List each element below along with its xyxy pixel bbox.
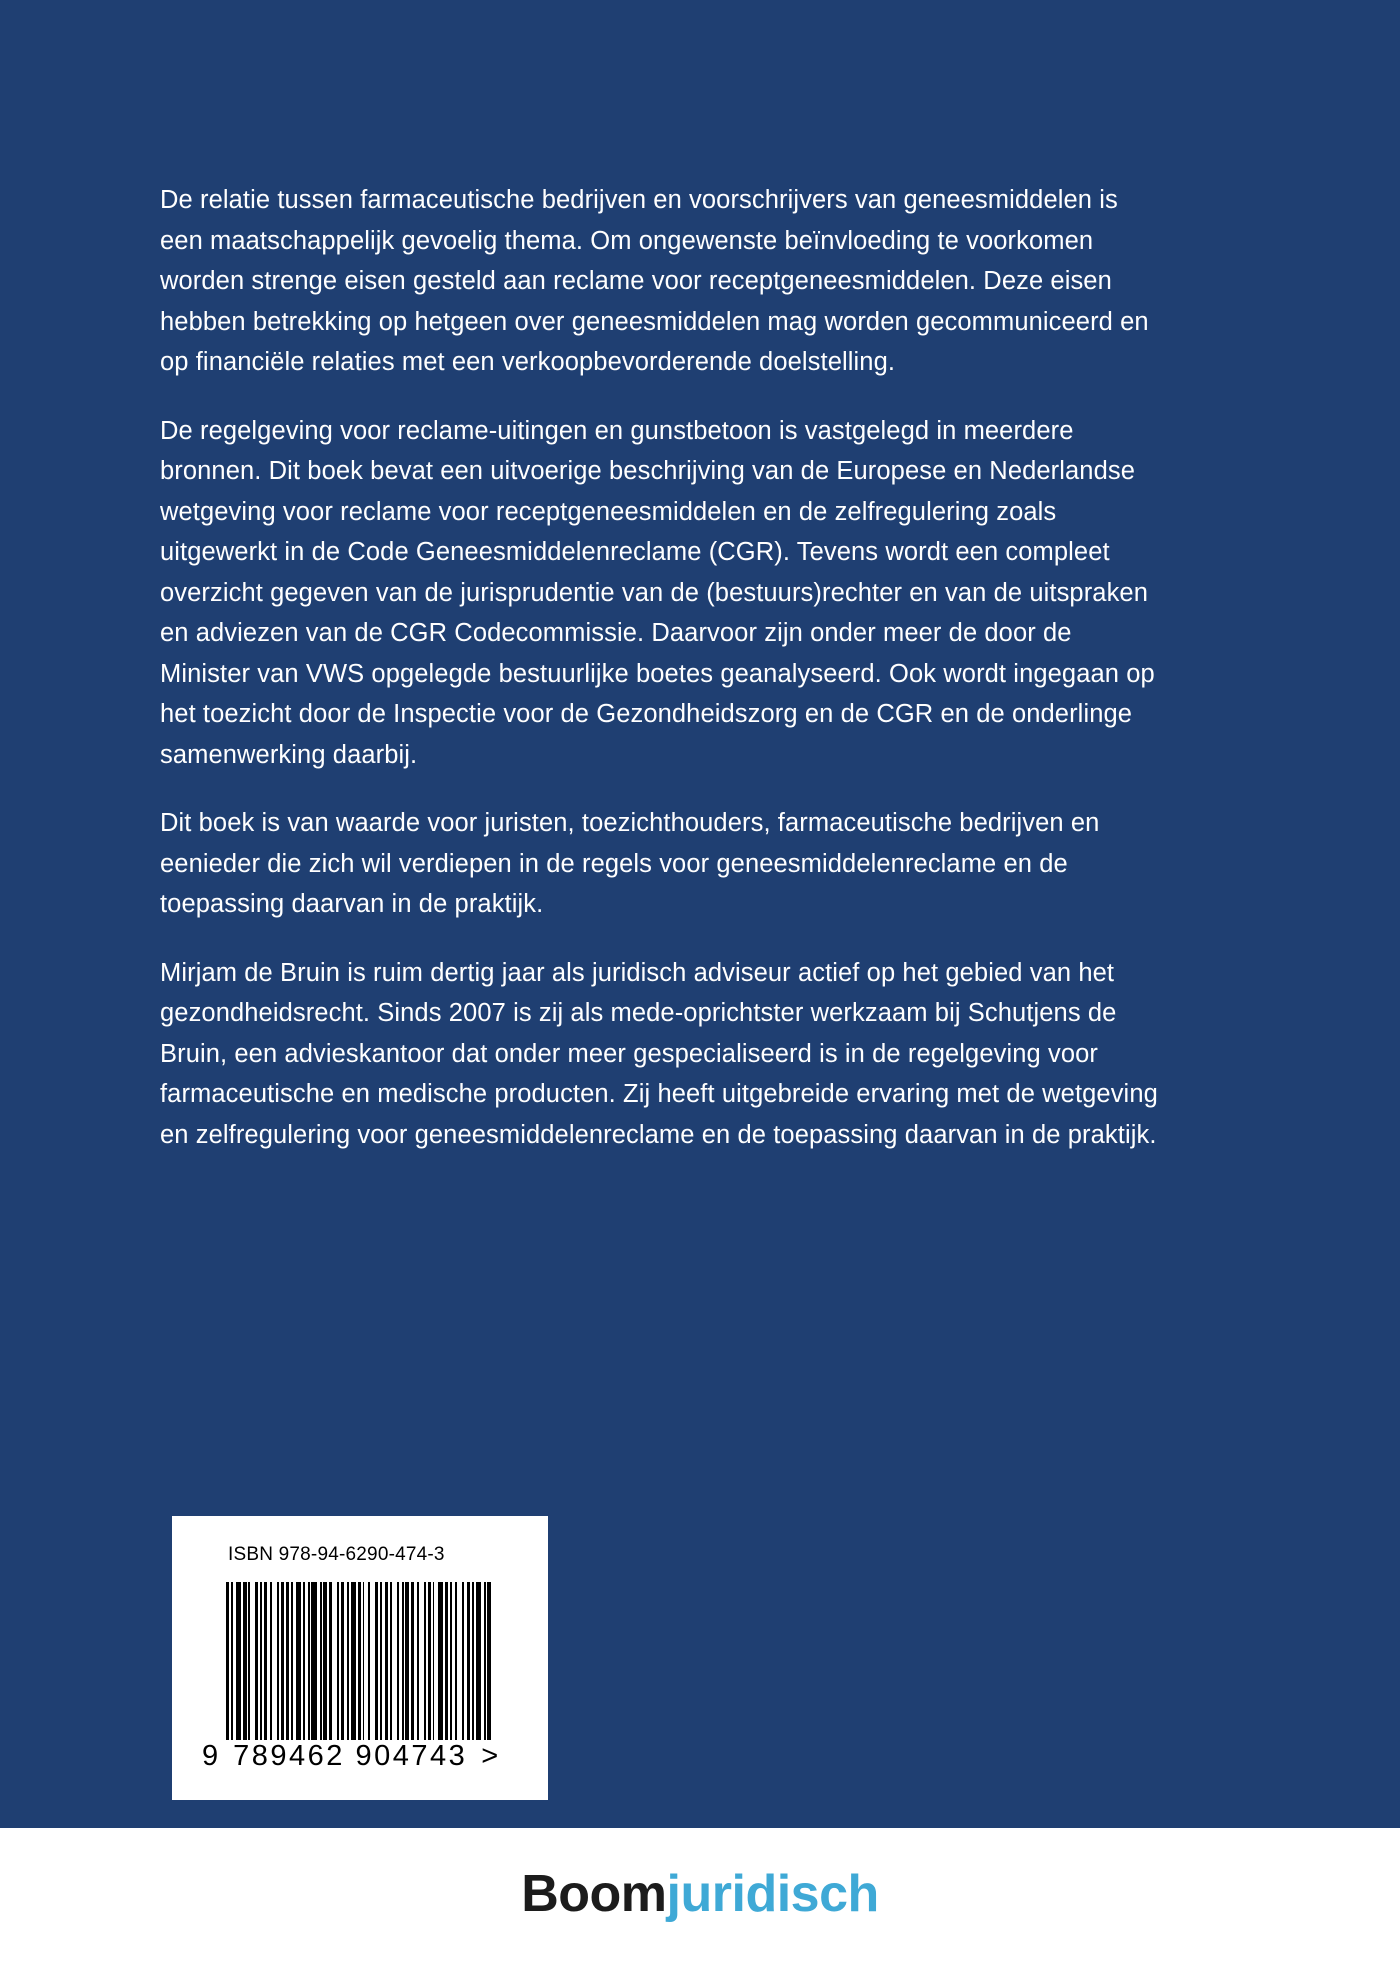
publisher-name-secondary: juridisch xyxy=(666,1865,879,1923)
blurb-paragraph: De regelgeving voor reclame-uitingen en gunstbetoon is vastgelegd in meerdere bronnen. Dit boek bevat een uitvoerige beschrijving van de Europese en Nederlandse wetgeving voor reclame voor receptgeneesmiddelen en de zelfregulering zoals uitgewerkt in de Code Geneesmiddelenreclame (CGR). Tevens wordt een compleet overzicht gegeven van de jurisprudentie van de (bestuurs)rechter en van de uitspraken en adviezen van de CGR Codecommissie. Daarvoor zijn onder meer de door de Minister van VWS opgelegde bestuurlijke boetes geanalyseerd. Ook wordt ingegaan op het toezicht door de Inspectie voor de Gezondheidszorg en de CGR en de onderlinge samenwerking daarbij. xyxy=(160,416,1155,769)
barcode-bars-icon xyxy=(226,1582,494,1740)
publisher-logo-strip xyxy=(0,1828,1400,1976)
barcode-digit-main: 789462 904743 xyxy=(233,1740,468,1772)
barcode-digits xyxy=(202,1740,532,1773)
barcode-digit-lead: 9 xyxy=(202,1740,220,1772)
isbn-label: ISBN 978-94-6290-474-3 xyxy=(228,1544,445,1565)
blurb-paragraph: De relatie tussen farmaceutische bedrijven en voorschrijvers van geneesmiddelen is een maatschappelijk gevoelig thema. Om ongewenste beïnvloeding te voorkomen worden strenge eisen gesteld aan reclame voor receptgeneesmiddelen. Deze eisen hebben betrekking op hetgeen over geneesmiddelen mag worden gecommuniceerd en op financiële relaties met een verkoopbevorderende doelstelling. xyxy=(160,186,1149,376)
publisher-name-primary: Boom xyxy=(521,1865,667,1923)
blurb-paragraph: Mirjam de Bruin is ruim dertig jaar als juridisch adviseur actief op het gebied van het gezondheidsrecht. Sinds 2007 is zij als mede-oprichtster werkzaam bij Schutjens de Bruin, een advieskantoor dat onder meer gespecialiseerd is in de regelgeving voor farmaceutische en medische producten. Zij heeft uitgebreide ervaring met de wetgeving en zelfregulering voor geneesmiddelenreclame en de toepassing daarvan in de praktijk. xyxy=(160,958,1158,1149)
barcode-block xyxy=(172,1516,548,1800)
publisher-logo xyxy=(521,1864,879,1924)
blurb-text xyxy=(160,180,1160,1155)
barcode-digit-trail: > xyxy=(481,1740,500,1772)
blurb-paragraph: Dit boek is van waarde voor juristen, toezichthouders, farmaceutische bedrijven en eenieder die zich wil verdiepen in de regels voor geneesmiddelenreclame en de toepassing daarvan in de praktijk. xyxy=(160,809,1100,918)
